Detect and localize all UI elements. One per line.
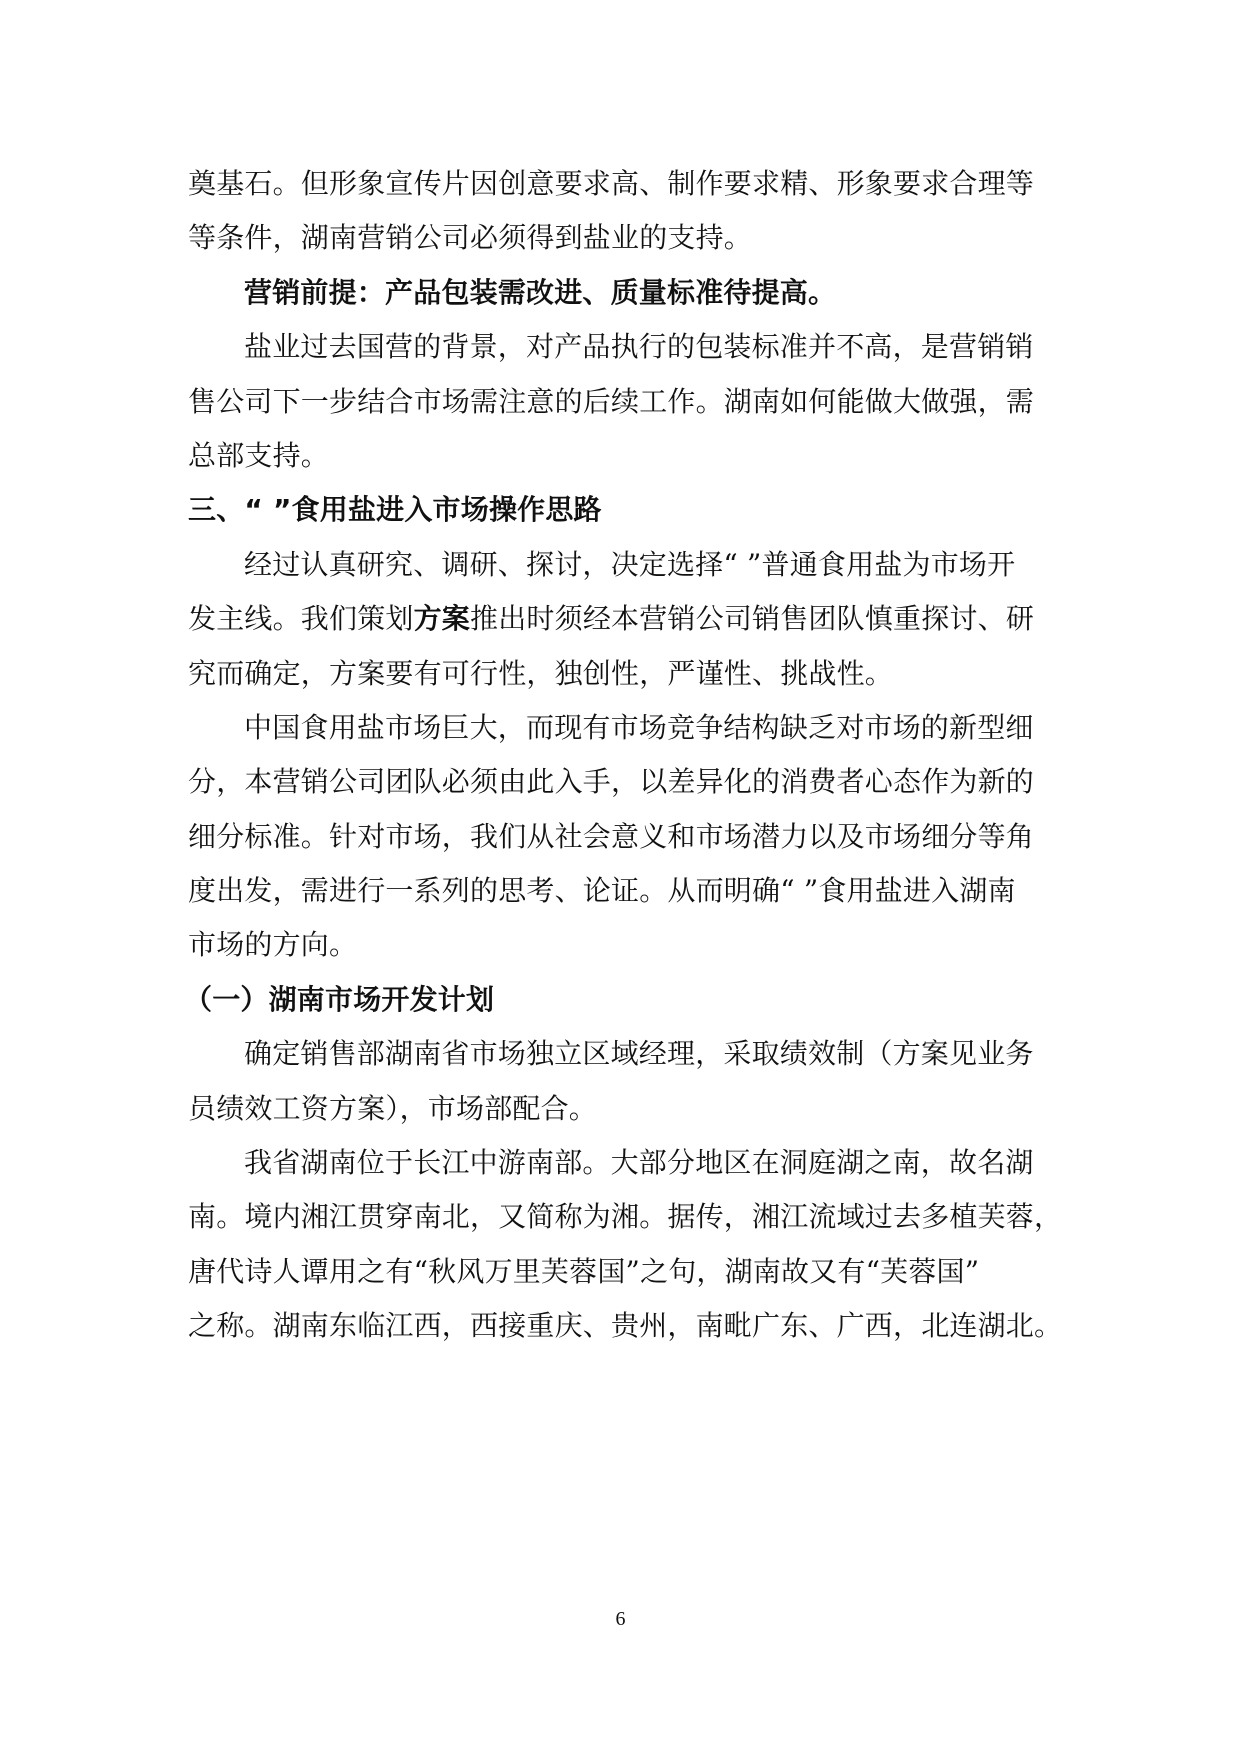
document-body xyxy=(184,157,1063,1354)
subsection-heading-1: （一）湖南市场开发计划 xyxy=(184,982,495,1016)
paragraph-line: 市场的方向。 xyxy=(188,928,358,962)
paragraph-line: 我省湖南位于长江中游南部。大部分地区在洞庭湖之南，故名湖 xyxy=(244,1146,1034,1180)
paragraph-line: 细分标准。针对市场，我们从社会意义和市场潜力以及市场细分等角 xyxy=(188,819,1035,853)
paragraph-line: 唐代诗人谭用之有“秋风万里芙蓉国”之句，湖南故又有“芙蓉国” xyxy=(188,1254,980,1288)
paragraph-line: 总部支持。 xyxy=(188,438,330,472)
paragraph-line: 究而确定，方案要有可行性，独创性，严谨性、挑战性。 xyxy=(188,656,894,690)
paragraph-line: 售公司下一步结合市场需注意的后续工作。湖南如何能做大做强，需 xyxy=(188,384,1035,418)
bold-term-plan: 方案 xyxy=(413,602,471,636)
paragraph-line: 中国食用盐市场巨大，而现有市场竞争结构缺乏对市场的新型细 xyxy=(244,710,1034,744)
paragraph-line: 等条件，湖南营销公司必须得到盐业的支持。 xyxy=(188,221,753,255)
paragraph-line: 南。境内湘江贯穿南北，又简称为湘。据传，湘江流域过去多植芙蓉， xyxy=(188,1200,1063,1234)
page-number: 6 xyxy=(615,1608,626,1630)
heading-marketing-premise: 营销前提：产品包装需改进、质量标准待提高。 xyxy=(244,275,837,309)
paragraph-line: 经过认真研究、调研、探讨，决定选择“ ”普通食用盐为市场开 xyxy=(244,547,1016,581)
paragraph-line: 确定销售部湖南省市场独立区域经理，采取绩效制（方案见业务 xyxy=(244,1037,1034,1071)
text-run: 发主线。我们策划 xyxy=(188,602,414,636)
paragraph-line: 之称。湖南东临江西，西接重庆、贵州，南毗广东、广西，北连湖北。 xyxy=(188,1309,1063,1343)
text-run: 推出时须经本营销公司销售团队慎重探讨、研 xyxy=(470,602,1035,636)
paragraph-line: 分，本营销公司团队必须由此入手，以差异化的消费者心态作为新的 xyxy=(188,765,1035,799)
section-heading-3: 三、“ ”食用盐进入市场操作思路 xyxy=(188,493,602,527)
paragraph-line: 度出发，需进行一系列的思考、论证。从而明确“ ”食用盐进入湖南 xyxy=(188,874,1016,908)
paragraph-line: 员绩效工资方案），市场部配合。 xyxy=(188,1091,598,1125)
paragraph-line xyxy=(188,592,1056,646)
paragraph-line: 盐业过去国营的背景，对产品执行的包装标准并不高，是营销销 xyxy=(244,330,1034,364)
paragraph-line: 奠基石。但形象宣传片因创意要求高、制作要求精、形象要求合理等 xyxy=(188,167,1035,200)
